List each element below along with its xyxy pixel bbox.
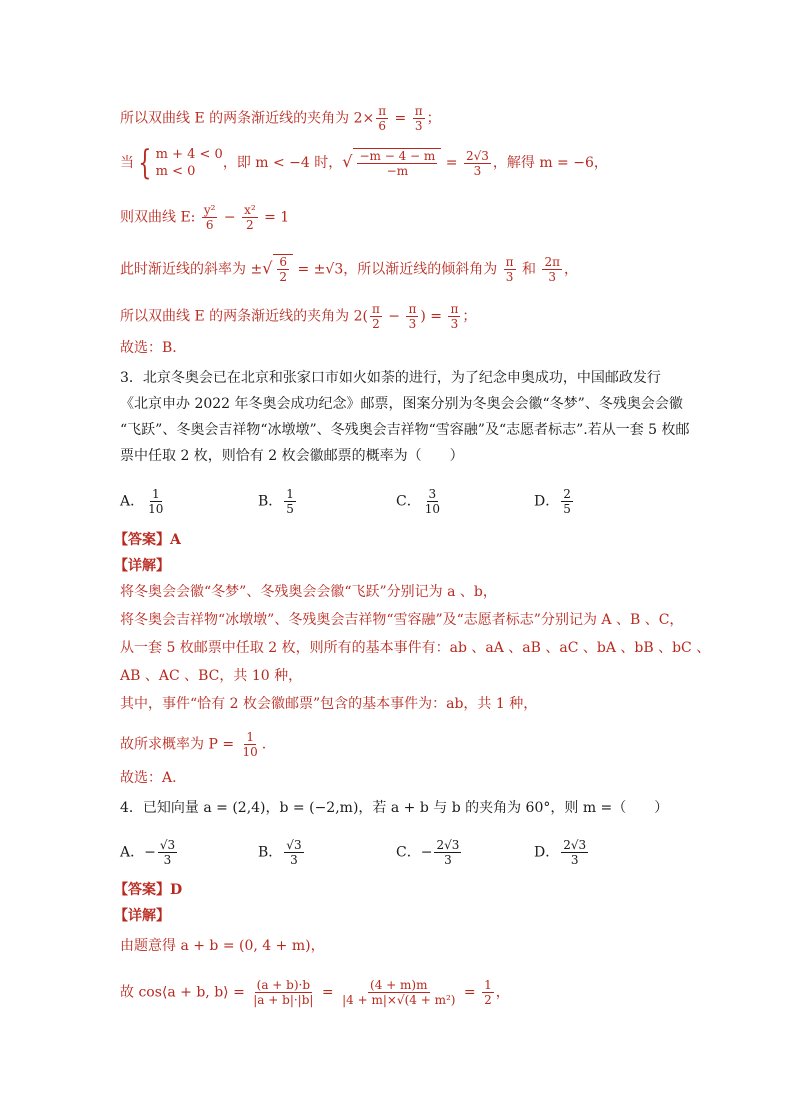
question-3-option-c: C． $\frac{3}{10}$: [396, 487, 440, 516]
question-4-option-d: D． $\frac{2√3}{3}$: [534, 838, 587, 867]
fraction: $\frac{2√3}{3}$: [563, 838, 587, 867]
line-case-condition: 当 { m + 4 < 0 m < 0 ，即 m < −4 时，√ $\frac{-m - 4 - m}{-m}$ = $\frac{2√3}{3}$ ，解得 m = −6，: [120, 143, 608, 183]
fraction: $\frac{1}{10}$: [148, 487, 164, 516]
question-3-solution-5: 其中，事件“恰有 2 枚会徽邮票”包含的基本事件为：ab，共 1 种，: [120, 696, 538, 712]
question-3-solution-3: 从一套 5 枚邮票中任取 2 枚，则所有的基本事件有：ab 、aA 、aB 、aC 、bA 、bB 、bC 、: [120, 640, 711, 656]
question-4-line-1: 4．已知向量 a = (2,4)，b = (−2,m)，若 a + b 与 b 的夹角为 60°，则 m =（ ）: [120, 800, 669, 816]
question-3-option-a: A． $\frac{1}{10}$: [120, 487, 164, 516]
question-3-line-2: 《北京申办 2022 年冬奥会成功纪念》邮票，图案分别为冬奥会会徽“冬梦”、冬残奥会会徽: [120, 396, 683, 412]
question-3-detail-heading: 【详解】: [114, 558, 170, 574]
inequality-system: m + 4 < 0 m < 0: [155, 147, 223, 179]
question-3-answer: 【答案】A: [114, 532, 181, 548]
fraction: $\frac{2\pi}{3}$: [544, 255, 560, 284]
fraction: $\frac{2√3}{3}$: [465, 148, 489, 178]
fraction: $\frac{1}{5}$: [286, 487, 294, 516]
question-4-solution-1: 由题意得 a + b = (0, 4 + m)，: [120, 938, 325, 954]
fraction: $\frac{3}{10}$: [424, 487, 440, 516]
question-3-solution-2: 将冬奥会吉祥物“冰墩墩”、冬残奥会吉祥物“雪容融”及“志愿者标志”分别记为 A 、B 、C，: [120, 612, 684, 628]
fraction: $\frac{\pi}{2}$: [371, 302, 380, 331]
brace: {: [138, 143, 152, 183]
fraction: $\frac{\pi}{3}$: [408, 302, 417, 331]
fraction: $\frac{√3}{3}$: [159, 838, 176, 867]
question-3-solution-6: 故所求概率为 P = $\frac{1}{10}$ .: [120, 730, 267, 759]
question-4-option-a: A．− $\frac{√3}{3}$: [120, 838, 176, 867]
line-asymptote-angle-1: 所以双曲线 E 的两条渐近线的夹角为 2× $\frac{\pi}{6}$ = $\frac{\pi}{3}$ ；: [120, 104, 441, 133]
line-choice-b: 故选：B.: [120, 340, 177, 356]
fraction: $\frac{1}{10}$: [242, 730, 258, 759]
question-4-solution-2: 故 cos⟨a + b, b⟩ = $\frac{(a + b)\cdot b}{|a + b|\cdot|b|}$ = $\frac{(4 + m)m}{\text{|4 + m|×√(4 + m²)}}$ = $\frac{1}{2}$ ，: [120, 978, 510, 1007]
radical: [353, 148, 441, 178]
fraction: $\frac{√3}{3}$: [286, 838, 302, 867]
question-3-line-4: 票中任取 2 枚，则恰有 2 枚会徽邮票的概率为（ ）: [120, 448, 464, 464]
question-4-option-b: B． $\frac{√3}{3}$: [258, 838, 302, 867]
question-3-option-b: B． $\frac{1}{5}$: [258, 487, 294, 516]
question-4-detail-heading: 【详解】: [114, 908, 170, 924]
fraction: $\frac{-m - 4 - m}{-m}$: [359, 148, 436, 178]
line-hyperbola-equation: 则双曲线 E: $\frac{\text{y²}}{6}$ − $\frac{\text{x²}}{2}$ = 1: [120, 203, 290, 232]
fraction: $\frac{(4 + m)m}{\text{|4 + m|×√(4 + m²)}}$: [342, 978, 456, 1007]
fraction: $\frac{\pi}{3}$: [414, 104, 423, 133]
question-3-solution-1: 将冬奥会会徽“冬梦”、冬残奥会会徽“飞跃”分别记为 a 、b，: [120, 584, 497, 600]
fraction: $\frac{2√3}{3}$: [436, 838, 460, 867]
question-3-option-d: D． $\frac{2}{5}$: [534, 487, 571, 516]
question-4-option-c: C．− $\frac{2√3}{3}$: [396, 838, 460, 867]
fraction: $\frac{\text{x²}}{2}$: [244, 203, 256, 232]
fraction: $\frac{6}{2}$: [279, 255, 288, 284]
question-4-answer: 【答案】D: [114, 882, 183, 898]
line-asymptote-angle-2: 所以双曲线 E 的两条渐近线的夹角为 2( $\frac{\pi}{2}$ − $\frac{\pi}{3}$ ) = $\frac{\pi}{3}$ ；: [120, 302, 477, 331]
line-asymptote-slope: 此时渐近线的斜率为 ±√ $\frac{6}{2}$ = ±√3，所以渐近线的倾斜角为 $\frac{\pi}{3}$ 和 $\frac{2\pi}{3}$ ，: [120, 255, 578, 284]
fraction: $\frac{\pi}{3}$: [505, 255, 514, 284]
fraction: $\frac{\pi}{6}$: [378, 104, 387, 133]
fraction: $\frac{\pi}{3}$: [450, 302, 459, 331]
question-3-line-1: 3．北京冬奥会已在北京和张家口市如火如荼的进行，为了纪念申奥成功，中国邮政发行: [120, 370, 661, 386]
fraction: $\frac{(a + b)\cdot b}{|a + b|\cdot|b|}$: [253, 978, 314, 1007]
question-3-solution-4: AB 、AC 、BC，共 10 种，: [120, 668, 303, 684]
question-3-line-3: “飞跃”、冬奥会吉祥物“冰墩墩”、冬残奥会吉祥物“雪容融”及“志愿者标志”.若从一套 5 枚邮: [120, 422, 690, 438]
question-3-choice: 故选：A.: [120, 770, 177, 786]
fraction: $\frac{\text{y²}}{6}$: [203, 203, 216, 232]
fraction: $\frac{1}{2}$: [484, 978, 492, 1007]
radical: [273, 254, 293, 284]
fraction: $\frac{2}{5}$: [563, 487, 571, 516]
